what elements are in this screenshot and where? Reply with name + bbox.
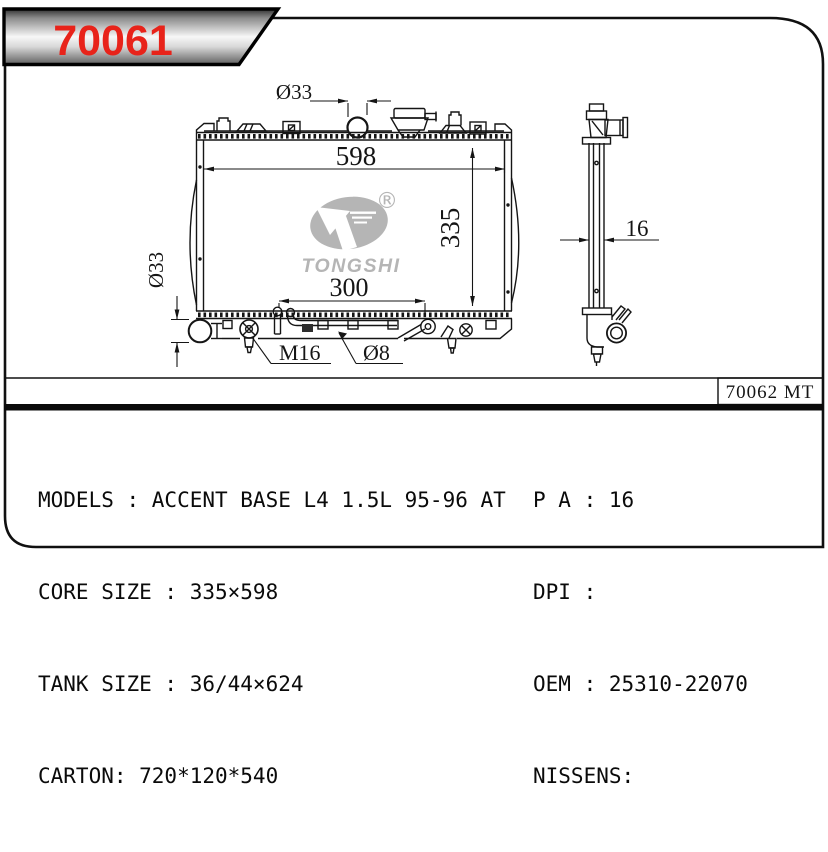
dim-outlet-diameter: Ø33 [144, 251, 168, 289]
drain-valve [240, 320, 258, 353]
dim-lower-span: 300 [329, 273, 369, 302]
spec-pa: P A : 16 [533, 488, 635, 513]
part-number-banner [4, 9, 278, 65]
spec-dpi: DPI : [533, 579, 597, 604]
dim-core-height: 335 [435, 207, 465, 249]
spec-nissens: NISSENS: [533, 763, 635, 788]
ref-label: 70062 MT [725, 382, 815, 403]
label-drain-stud: M16 [279, 340, 321, 365]
spec-column-left [38, 424, 506, 852]
spec-column-right [533, 424, 748, 852]
tongshi-logo [302, 189, 401, 277]
spec-tank-size: TANK SIZE : 36/44×624 [38, 671, 304, 696]
dim-inlet-diameter: Ø33 [275, 80, 313, 104]
outlet-port [189, 320, 212, 343]
dim-core-width: 598 [335, 141, 377, 171]
dimension-arrowheads [175, 99, 614, 353]
label-pipe-diameter: Ø8 [363, 340, 390, 365]
spec-carton: CARTON: 720*120*540 [38, 763, 279, 788]
part-number: 70061 [53, 17, 173, 65]
spec-core-size: CORE SIZE : 335×598 [38, 579, 279, 604]
logo-registered-mark: ® [376, 189, 398, 214]
section-divider [4, 404, 823, 411]
logo-text: TONGSHI [301, 255, 401, 277]
dimension-lines [171, 101, 659, 367]
radiator-side-view [583, 104, 632, 366]
spec-models: MODELS : ACCENT BASE L4 1.5L 95-96 AT [38, 488, 506, 513]
spec-oem: OEM : 25310-22070 [533, 671, 748, 696]
dim-thickness: 16 [625, 216, 649, 241]
